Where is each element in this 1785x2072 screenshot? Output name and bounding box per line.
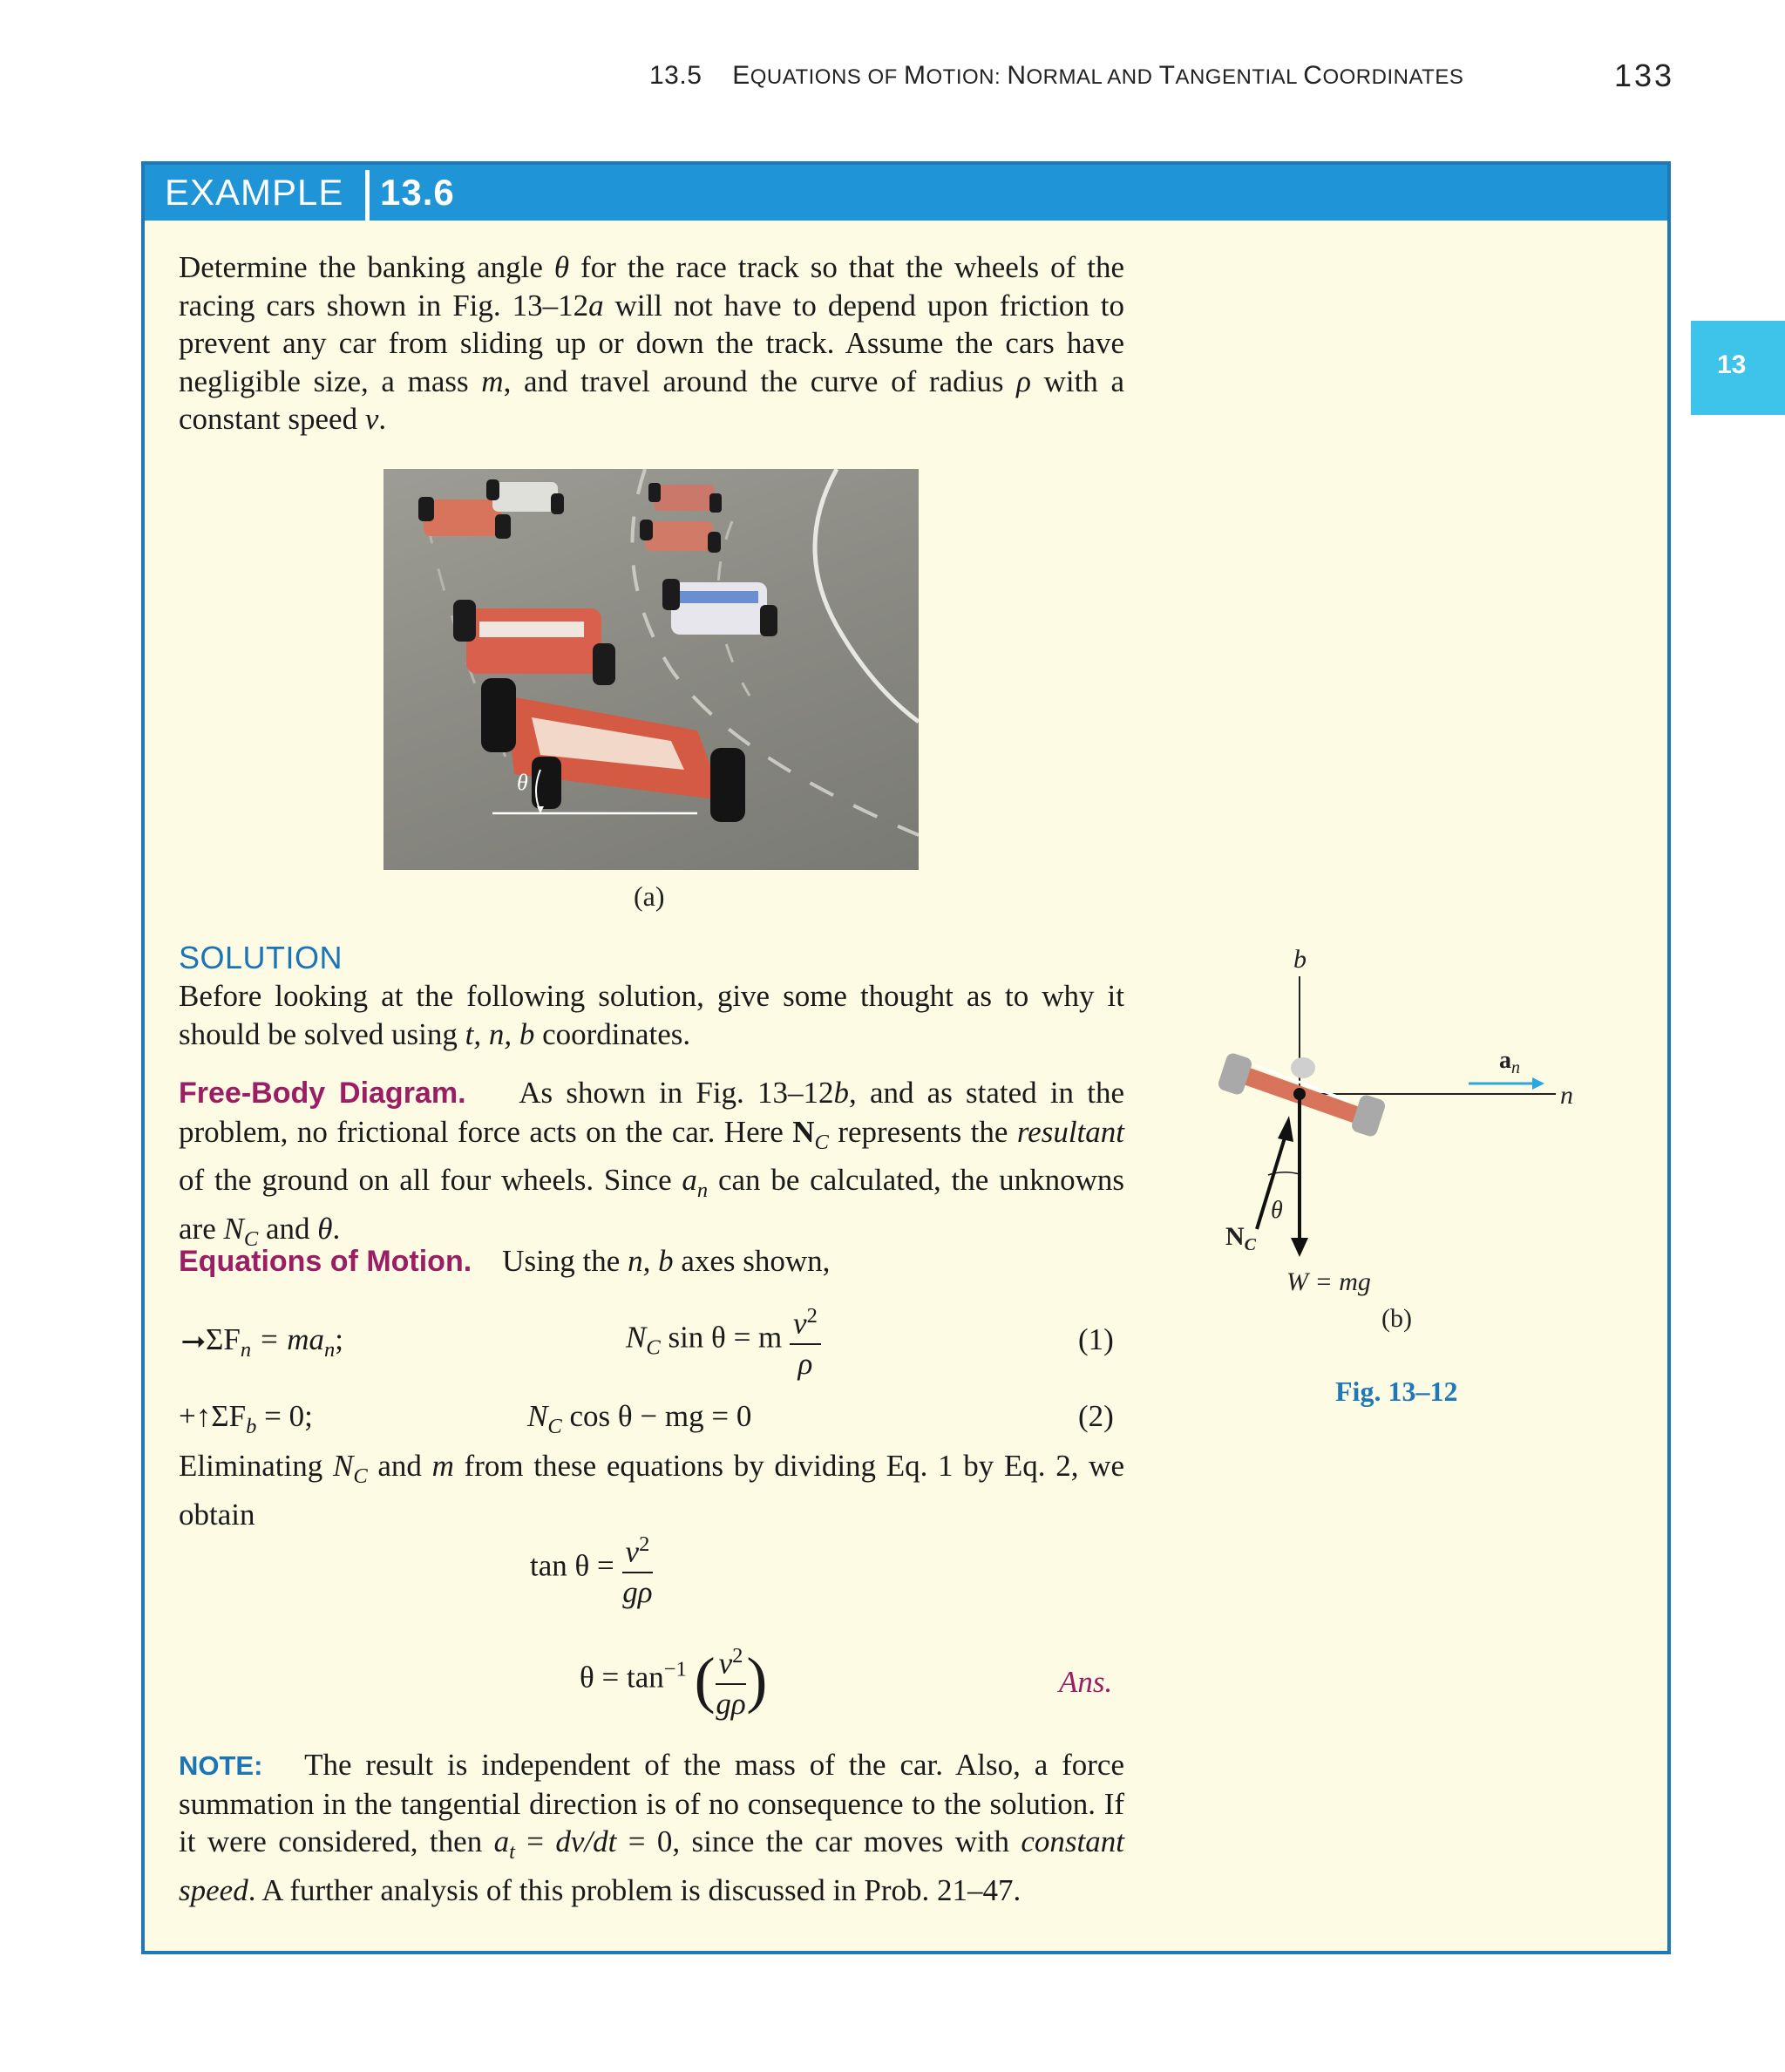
race-track-illustration — [383, 469, 919, 870]
section-title-rest: QUATIONS OF — [750, 65, 904, 89]
solution-heading: SOLUTION — [179, 940, 343, 975]
equation-2-main: $N_C$ cos θ − mg = 0 — [527, 1399, 752, 1438]
theta-label: θ — [517, 770, 528, 795]
equation-2-left: $+↑\Sigma F_b = 0$; — [179, 1399, 313, 1438]
an-label: $a_n$ — [1499, 1047, 1520, 1077]
race-car-small — [640, 520, 721, 553]
n-axis-label: n — [1560, 1081, 1573, 1110]
section-title-rest: OORDINATES — [1322, 65, 1464, 89]
equation-2-number: (2) — [1078, 1399, 1114, 1433]
section-title-cap: E — [732, 61, 750, 90]
equation-1-number: (1) — [1078, 1322, 1114, 1356]
example-header — [145, 165, 1667, 221]
nc-label: $N_C$ — [1225, 1222, 1257, 1254]
eom-heading: Equations of Motion. — [179, 1245, 472, 1278]
solution-intro: Before looking at the following solution, give some thought as to why it should be solved using t, n, b coordinates. — [179, 979, 1124, 1051]
equation-1-main: $N_C$ sin θ = m $\frac{v^2}{\rho}$ — [626, 1299, 821, 1382]
note-heading: NOTE: — [179, 1750, 263, 1781]
tan-theta-equation: tan θ = $\frac{v^2}{g\rho}$ — [530, 1527, 653, 1610]
example-divider — [365, 170, 370, 221]
section-title-rest: OTION: — [926, 65, 1008, 89]
v2-over-g-rho: $\frac{v^2}{g\rho}$ — [622, 1527, 654, 1610]
section-title-cap: C — [1303, 61, 1323, 90]
equation-1-left: $⭢\Sigma F_n = ma_n$; — [181, 1322, 343, 1362]
section-number: 13.5 — [649, 61, 702, 90]
figure-a-caption: (a) — [634, 880, 665, 912]
race-car-medium — [453, 600, 615, 685]
b-axis-label: b — [1293, 945, 1307, 974]
weight-label: W = mg — [1286, 1267, 1371, 1296]
section-title-rest: ANGENTIAL — [1175, 65, 1304, 89]
answer-label: Ans. — [1059, 1665, 1113, 1699]
race-car-small — [648, 483, 722, 513]
section-title-cap: M — [903, 61, 926, 90]
eom-paragraph: Equations of Motion. Using the n, b axes shown, — [179, 1244, 831, 1278]
example-label: EXAMPLE — [165, 172, 344, 213]
race-car-medium — [662, 579, 777, 636]
figure-label: Fig. 13–12 — [1335, 1376, 1458, 1407]
chapter-tab[interactable]: 13 — [1691, 321, 1785, 415]
fbd-theta-label: θ — [1271, 1197, 1283, 1224]
race-car-small — [486, 479, 564, 514]
v2-over-g-rho-paren: $\frac{v^2}{g\rho}$ — [716, 1639, 747, 1722]
note-paragraph: NOTE: The result is independent of the mass of the car. Also, a force summation in the tangential direction is of no consequence to the solution. If it were considered, then $a_t = dv/dt = 0$, since the car moves with constant speed. A further analysis of this problem is discussed in Prob. 21–47. — [179, 1748, 1125, 1907]
section-title-cap: T — [1158, 61, 1176, 90]
race-car-large — [481, 678, 745, 822]
theta-result-equation: $\theta = \tan^{-1}$ ( $\frac{v^2}{g\rho}$ ) — [580, 1639, 767, 1722]
v2-over-rho: $\frac{v^2}{\rho}$ — [790, 1299, 821, 1382]
section-title-rest: ORMAL AND — [1026, 65, 1159, 89]
problem-statement: Determine the banking angle θ for the race track so that the wheels of the racing cars shown in Fig. 13–12a will not have to depend upon friction to prevent any car from sliding up or down the track. Assume the cars have negligible size, a mass m, and travel around the curve of radius ρ with a constant speed v. — [179, 250, 1124, 436]
section-title-cap: N — [1007, 61, 1027, 90]
elimination-paragraph: Eliminating $N_C$ and m from these equations by dividing Eq. 1 by Eq. 2, we obtain — [179, 1449, 1124, 1532]
example-number: 13.6 — [380, 172, 455, 213]
race-track-photo — [383, 469, 919, 870]
free-body-diagram — [1203, 941, 1604, 1351]
running-head — [649, 61, 1463, 91]
fbd-paragraph: Free-Body Diagram. As shown in Fig. 13–12b, and as stated in the problem, no frictional force acts on the car. Here $N_C$ represents the resultant of the ground on all four wheels. Since $a_n$ can be calculated, the unknowns are $N_C$ and θ. — [179, 1076, 1124, 1251]
section-title — [732, 61, 1463, 90]
page-number: 133 — [1614, 58, 1675, 93]
figure-b-caption: (b) — [1381, 1304, 1412, 1333]
fbd-heading: Free-Body Diagram. — [179, 1077, 466, 1110]
